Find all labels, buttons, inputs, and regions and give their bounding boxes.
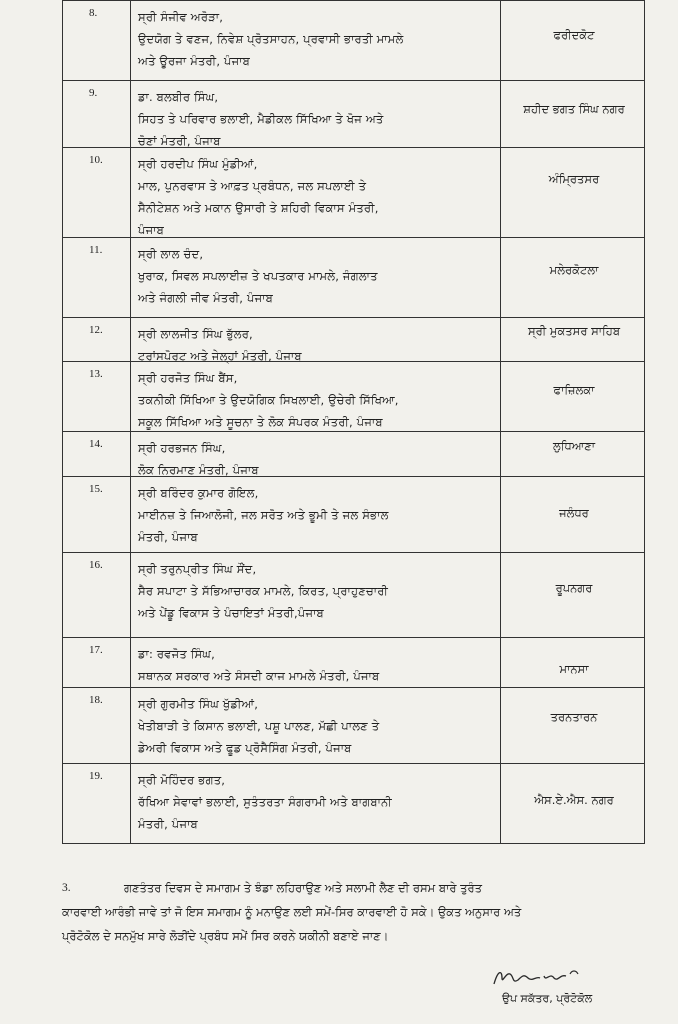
minister-details: [138, 482, 493, 548]
minister-name: ਸ੍ਰੀ ਹਰਜੋਤ ਸਿੰਘ ਬੈਂਸ,: [138, 371, 238, 385]
minister-district-table: [62, 0, 645, 844]
row-number: 19.: [89, 770, 103, 782]
district-name: ਐਸ.ਏ.ਐਸ. ਨਗਰ: [534, 793, 614, 807]
table-row: [63, 0, 644, 80]
district-name: ਰੂਪਨਗਰ: [555, 581, 593, 595]
row-number: 13.: [89, 368, 103, 380]
portfolio-line: ਮੰਤਰੀ, ਪੰਜਾਬ: [138, 530, 198, 544]
portfolio-line: ਸੈਨੀਟੇਸ਼ਨ ਅਤੇ ਮਕਾਨ ਉਸਾਰੀ ਤੇ ਸ਼ਹਿਰੀ ਵਿਕਾਸ ਮੰਤਰੀ,: [138, 201, 379, 215]
district-name: ਜਲੰਧਰ: [559, 506, 589, 520]
row-number: 12.: [89, 324, 103, 336]
minister-name: ਸ੍ਰੀ ਹਰਭਜਨ ਸਿੰਘ,: [138, 441, 226, 455]
minister-name: ਸ੍ਰੀ ਮੋਹਿੰਦਰ ਭਗਤ,: [138, 773, 226, 787]
minister-details: [138, 367, 493, 433]
minister-details: [138, 6, 493, 72]
portfolio-line: ਸਿਹਤ ਤੇ ਪਰਿਵਾਰ ਭਲਾਈ, ਮੈਡੀਕਲ ਸਿੱਖਿਆ ਤੇ ਖੋਜ ਅਤੇ: [138, 112, 384, 126]
minister-name: ਡਾ: ਰਵਜੋਤ ਸਿੰਘ,: [138, 647, 215, 661]
portfolio-line: ਅਤੇ ਪੇਂਡੂ ਵਿਕਾਸ ਤੇ ਪੰਚਾਇਤਾਂ ਮੰਤਰੀ,ਪੰਜਾਬ: [138, 606, 324, 620]
portfolio-line: ਮਾਈਨਜ਼ ਤੇ ਜਿਆਲੋਜੀ, ਜਲ ਸਰੋਤ ਅਤੇ ਭੂਮੀ ਤੇ ਜਲ ਸੰਭਾਲ: [138, 508, 389, 522]
portfolio-line: ਉਦਯੋਗ ਤੇ ਵਣਜ, ਨਿਵੇਸ਼ ਪ੍ਰੋਤਸਾਹਨ, ਪ੍ਰਵਾਸੀ ਭਾਰਤੀ ਮਾਮਲੇ: [138, 32, 404, 46]
table-row: [63, 552, 644, 637]
row-number: 14.: [89, 438, 103, 450]
portfolio-line: ਮਾਲ, ਪੁਨਰਵਾਸ ਤੇ ਆਫ਼ਤ ਪ੍ਰਬੰਧਨ, ਜਲ ਸਪਲਾਈ ਤੇ: [138, 179, 367, 193]
portfolio-line: ਰੱਖਿਆ ਸੇਵਾਵਾਂ ਭਲਾਈ, ਸੁਤੰਤਰਤਾ ਸੰਗਰਾਮੀ ਅਤੇ ਬਾਗਬਾਨੀ: [138, 795, 392, 809]
portfolio-line: ਸੈਰ ਸਪਾਟਾ ਤੇ ਸੱਭਿਆਚਾਰਕ ਮਾਮਲੇ, ਕਿਰਤ, ਪ੍ਰਾਹੁਣਚਾਰੀ: [138, 584, 389, 598]
portfolio-line: ਲੋਕ ਨਿਰਮਾਣ ਮੰਤਰੀ, ਪੰਜਾਬ: [138, 463, 259, 477]
row-number: 17.: [89, 644, 103, 656]
portfolio-line: ਟਰਾਂਸਪੋਰਟ ਅਤੇ ਜੇਲ੍ਹਾਂ ਮੰਤਰੀ, ਪੰਜਾਬ: [138, 349, 302, 363]
district-name: ਮਲੇਰਕੋਟਲਾ: [549, 263, 599, 277]
table-row: [63, 361, 644, 431]
district-name: ਮਾਨਸਾ: [559, 662, 589, 676]
minister-details: [138, 643, 493, 687]
portfolio-line: ਡੇਅਰੀ ਵਿਕਾਸ ਅਤੇ ਫੂਡ ਪ੍ਰੋਸੈਸਿੰਗ ਮੰਤਰੀ, ਪੰਜਾਬ: [138, 741, 352, 755]
portfolio-line: ਅਤੇ ਜੰਗਲੀ ਜੀਵ ਮੰਤਰੀ, ਪੰਜਾਬ: [138, 291, 273, 305]
minister-name: ਸ੍ਰੀ ਗੁਰਮੀਤ ਸਿੰਘ ਖੁੱਡੀਆਂ,: [138, 697, 259, 711]
table-row: [63, 476, 644, 552]
row-number: 8.: [89, 7, 98, 19]
paragraph-line-1: ਗਣਤੰਤਰ ਦਿਵਸ ਦੇ ਸਮਾਗਮ ਤੇ ਝੰਡਾ ਲਹਿਰਾਉਣ ਅਤੇ ਸਲਾਮੀ ਲੈਣ ਦੀ ਰਸਮ ਬਾਰੇ ਤੁਰੰਤ: [124, 881, 482, 895]
minister-name: ਸ੍ਰੀ ਬਰਿੰਦਰ ਕੁਮਾਰ ਗੋਇਲ,: [138, 486, 259, 500]
table-row: [63, 317, 644, 361]
district-name: ਫਰੀਦਕੋਟ: [553, 28, 595, 42]
portfolio-line: ਪੰਜਾਬ: [138, 223, 164, 237]
district-name: ਲੁਧਿਆਣਾ: [552, 439, 595, 453]
row-number: 18.: [89, 694, 103, 706]
portfolio-line: ਸਕੂਲ ਸਿੱਖਿਆ ਅਤੇ ਸੂਚਨਾ ਤੇ ਲੋਕ ਸੰਪਰਕ ਮੰਤਰੀ, ਪੰਜਾਬ: [138, 415, 383, 429]
paragraph-line-3: ਪ੍ਰੋਟੋਕੋਲ ਦੇ ਸਨਮੁੱਖ ਸਾਰੇ ਲੋੜੀਂਦੇ ਪ੍ਰਬੰਧ ਸਮੇਂ ਸਿਰ ਕਰਨੇ ਯਕੀਨੀ ਬਣਾਏ ਜਾਣ।: [62, 929, 389, 943]
paragraph-line-2: ਕਾਰਵਾਈ ਆਰੰਭੀ ਜਾਵੇ ਤਾਂ ਜੋ ਇਸ ਸਮਾਗਮ ਨੂੰ ਮਨਾਉਣ ਲਈ ਸਮੇਂ-ਸਿਰ ਕਾਰਵਾਈ ਹੋ ਸਕੇ। ਉਕਤ ਅਨੁਸਾਰ ਅਤੇ: [62, 905, 522, 919]
signatory-designation: ਉਪ ਸਕੱਤਰ, ਪ੍ਰੋਟੋਕੋਲ: [502, 992, 593, 1005]
handwritten-signature: [488, 964, 618, 994]
row-number: 10.: [89, 154, 103, 166]
table-row: [63, 763, 644, 843]
minister-name: ਸ੍ਰੀ ਤਰੁਨਪ੍ਰੀਤ ਸਿੰਘ ਸੌਂਦ,: [138, 562, 257, 576]
minister-name: ਸ੍ਰੀ ਲਾਲਜੀਤ ਸਿੰਘ ਭੁੱਲਰ,: [138, 327, 253, 341]
portfolio-line: ਖੁਰਾਕ, ਸਿਵਲ ਸਪਲਾਈਜ਼ ਤੇ ਖਪਤਕਾਰ ਮਾਮਲੇ, ਜੰਗਲਾਤ: [138, 269, 378, 283]
district-name: ਅੰਮ੍ਰਿਤਸਰ: [548, 172, 600, 186]
paragraph-number: 3.: [62, 882, 71, 894]
row-number: 9.: [89, 87, 98, 99]
portfolio-line: ਖੇਤੀਬਾੜੀ ਤੇ ਕਿਸਾਨ ਭਲਾਈ, ਪਸ਼ੂ ਪਾਲਣ, ਮੱਛੀ ਪਾਲਣ ਤੇ: [138, 719, 380, 733]
minister-details: [138, 437, 493, 481]
row-number: 11.: [89, 244, 103, 256]
district-name: ਸ੍ਰੀ ਮੁਕਤਸਰ ਸਾਹਿਬ: [527, 324, 620, 338]
minister-name: ਸ੍ਰੀ ਹਰਦੀਪ ਸਿੰਘ ਮੁੰਡੀਆਂ,: [138, 157, 258, 171]
row-number: 16.: [89, 559, 103, 571]
table-row: [63, 147, 644, 237]
portfolio-line: ਚੋਣਾਂ ਮੰਤਰੀ, ਪੰਜਾਬ: [138, 134, 221, 148]
minister-details: [138, 86, 493, 152]
minister-details: [138, 558, 493, 624]
table-row: [63, 237, 644, 317]
portfolio-line: ਸਥਾਨਕ ਸਰਕਾਰ ਅਤੇ ਸੰਸਦੀ ਕਾਜ ਮਾਮਲੇ ਮੰਤਰੀ, ਪੰਜਾਬ: [138, 669, 380, 683]
portfolio-line: ਮੰਤਰੀ, ਪੰਜਾਬ: [138, 817, 198, 831]
district-name: ਫਾਜ਼ਿਲਕਾ: [553, 383, 595, 397]
minister-name: ਡਾ. ਬਲਬੀਰ ਸਿੰਘ,: [138, 90, 219, 104]
minister-name: ਸ੍ਰੀ ਲਾਲ ਚੰਦ,: [138, 247, 204, 261]
minister-details: [138, 693, 493, 759]
minister-details: [138, 243, 493, 309]
table-row: [63, 687, 644, 763]
district-name: ਸ਼ਹੀਦ ਭਗਤ ਸਿੰਘ ਨਗਰ: [523, 102, 625, 116]
table-row: [63, 80, 644, 147]
portfolio-line: ਅਤੇ ਊਰਜਾ ਮੰਤਰੀ, ਪੰਜਾਬ: [138, 54, 251, 68]
minister-details: [138, 769, 493, 835]
portfolio-line: ਤਕਨੀਕੀ ਸਿੱਖਿਆ ਤੇ ਉਦਯੋਗਿਕ ਸਿਖਲਾਈ, ਉਚੇਰੀ ਸਿੱਖਿਆ,: [138, 393, 399, 407]
table-row: [63, 431, 644, 476]
district-name: ਤਰਨਤਾਰਨ: [550, 710, 598, 724]
table-row: [63, 637, 644, 687]
minister-details: [138, 153, 493, 241]
minister-name: ਸ੍ਰੀ ਸੰਜੀਵ ਅਰੋੜਾ,: [138, 10, 224, 24]
row-number: 15.: [89, 483, 103, 495]
